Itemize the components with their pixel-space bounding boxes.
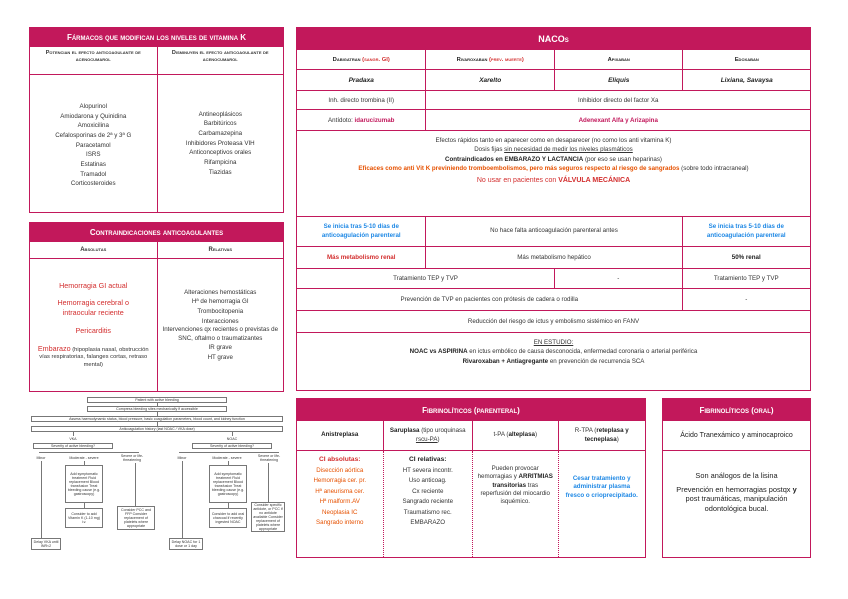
- list-item: Rifampicina: [204, 158, 237, 166]
- flow-node: Add symptomatic treatment Fluid replacement Blood transfusion Treat bleeding cause (e.g. gastroscopy): [65, 465, 103, 503]
- list-item: Alteraciones hemostáticas: [184, 288, 257, 296]
- pregnancy-detail: (hipoplasia nasal, obstrucción vías respiratorias, falanges cortas, retraso mental): [39, 346, 149, 368]
- flow-node: Minor: [31, 455, 51, 461]
- tep-treatment: Tratamiento TEP y TVP: [393, 275, 458, 282]
- oral-line: Son análogos de la lisina: [695, 471, 778, 480]
- flow-node: Severe or life-threatening: [254, 453, 284, 463]
- metabolism-xa: Más metabolismo hepático: [425, 247, 681, 269]
- list-item: Anticonceptivos orales: [189, 149, 252, 157]
- list-item: Carbamazepina: [198, 130, 243, 138]
- ictus-reduction: Reducción del riesgo de ictus y embolismo sistémico en FANV: [297, 311, 810, 333]
- flow-node: Severe or life-threatening: [117, 453, 147, 463]
- flow-node: Minor: [172, 455, 192, 461]
- list-item: Traumatismo rec.: [403, 508, 452, 516]
- edoxaban-header: Edoxaban: [682, 50, 810, 70]
- ci-absolute-title: CI absolutas:: [319, 456, 361, 463]
- fibrinolytics-parenteral-box: [296, 398, 646, 558]
- flow-node-vka: VKA: [63, 436, 83, 442]
- contraindications-box: [29, 222, 284, 392]
- tep-apixaban: -: [554, 269, 682, 289]
- tpa-notes: Pueden provocar hemorragias y ARRITMIAS transitorias tras reperfusión del miocardio isquémico.: [472, 451, 558, 557]
- dabigatran-header: Dabigatran (sangr. GI): [332, 57, 390, 63]
- list-item: HT grave: [207, 353, 233, 361]
- list-item: Tiazidas: [208, 168, 232, 176]
- list-item: Neoplasia IC: [322, 508, 358, 516]
- bleeding-flowchart: [29, 395, 286, 555]
- absolute-list: [30, 259, 157, 391]
- list-item: Uso anticoag.: [408, 477, 447, 485]
- list-item: Inhibidores Proteasa VIH: [185, 139, 255, 147]
- tpa-header: t-PA (alteplasa): [472, 421, 558, 450]
- list-item: Hemorragia cerebral o intraocular reciente: [57, 298, 129, 318]
- flow-node: Assess haemodynamic status, blood pressure, basic coagulation parameters, blood count, and kidney function: [31, 416, 283, 422]
- mechanism-xa: Inhibidor directo del factor Xa: [425, 91, 810, 110]
- rtpa-notes: Cesar tratamiento y administrar plasma fresco o crioprecipitado.: [558, 451, 645, 557]
- list-item: Barbitúricos: [203, 120, 237, 128]
- vitamin-k-title: Fármacos que modifican los niveles de vitamina K: [30, 28, 283, 47]
- oral-description: [663, 451, 810, 514]
- brand-name: Xarelto: [425, 70, 554, 91]
- flow-node-noac: NOAC: [222, 436, 242, 442]
- ci-relative-title: CI relativas:: [409, 456, 447, 463]
- brand-name: Eliquis: [554, 70, 683, 91]
- list-item: Hemorragia cer. pr.: [313, 477, 367, 485]
- start-edoxaban: Se inicia tras 5-10 días de anticoagulación parenteral: [682, 217, 811, 246]
- list-item: Intervenciones qx recientes o previstas de SNC, oftalmo o traumatizantes: [162, 326, 279, 342]
- flow-node: Consider to add Vitamin K (1-10 mg) i.v.: [65, 508, 103, 528]
- oral-line: Prevención en hemorragias postqx y post traumáticas, manipulación odontológica bucal.: [676, 484, 797, 513]
- flow-node: Anticoagulation history (last NOAC / VKA dose): [31, 426, 283, 432]
- nacos-box: [296, 27, 811, 391]
- metabolism-edoxaban: 50% renal: [682, 247, 811, 269]
- metabolism-dabigatran: Más metabolismo renal: [327, 254, 396, 261]
- flow-node: Add symptomatic treatment Fluid replacement Blood transfusion Treat bleeding cause (e.g. gastroscopy): [209, 465, 247, 503]
- relative-list: [157, 259, 284, 391]
- rtpa-header: R-TPA (reteplasa y tecneplasa): [558, 421, 645, 450]
- decrease-header: Disminuyen el efecto anticoagulante de acenocumarol: [157, 47, 284, 74]
- study-line: NOAC vs ASPIRINA en ictus embólico de causa desconocida, enfermedad coronaria o arterial periférica: [409, 348, 698, 356]
- list-item: Sangrado reciente: [402, 498, 454, 506]
- flow-node: Severity of active bleeding?: [33, 443, 113, 449]
- list-item: Amiodarona y Quinidina: [60, 112, 127, 120]
- list-item: HT severa incontr.: [402, 466, 453, 474]
- contraindications-title: Contraindicaciones anticoagulantes: [30, 223, 283, 242]
- list-item: Hª aneurisma cer.: [315, 487, 365, 495]
- list-item: Hemorragia GI actual: [59, 280, 128, 290]
- effects-line: Eficaces como anti Vit K previniendo tromboembolismos, pero más seguros respecto al riesgo de sangrados (sobre todo intracraneal): [358, 164, 749, 172]
- study-line: Rivaroxaban + Antiagregante en prevención de recurrencia SCA: [462, 357, 645, 365]
- flow-node: Patient with active bleeding: [87, 397, 227, 403]
- brand-name: Pradaxa: [348, 77, 374, 84]
- list-item: Alopurinol: [79, 103, 108, 111]
- relative-header: Relativas: [157, 242, 284, 258]
- list-item: Cefalosporinas de 2ª y 3ª G: [55, 132, 132, 140]
- nacos-effects: [297, 131, 810, 217]
- flow-node: Severity of active bleeding?: [192, 443, 272, 449]
- decrease-list: [157, 75, 284, 212]
- flow-node: Consider to add oral charcoal if recently ingested NOAC: [209, 508, 247, 528]
- apixaban-header: Apixaban: [554, 50, 683, 70]
- saruplasa-header: Saruplasa (tipo uroquinasa rscu-PA): [383, 421, 472, 450]
- absolute-header: Absolutas: [80, 247, 107, 253]
- fibrinolytics-oral-box: [662, 398, 811, 558]
- list-item: EMBARAZO: [410, 519, 446, 527]
- start-xa: No hace falta anticoagulación parenteral antes: [425, 217, 681, 246]
- flow-node: Moderate - severe: [64, 455, 104, 461]
- brand-name: Lixiana, Savaysa: [682, 70, 810, 91]
- flow-node: Delay VKA until INR<2: [31, 538, 61, 550]
- study-heading: EN ESTUDIO:: [533, 339, 574, 346]
- pregnancy-label: Embarazo: [37, 343, 71, 353]
- effects-line: Contraindicados en EMBARAZO Y LACTANCIA (por eso se usan heparinas): [445, 155, 662, 163]
- tep-edoxaban: Tratamiento TEP y TVP: [682, 269, 810, 289]
- effects-line: Dosis fijas sin necesidad de medir los niveles plasmáticos: [474, 146, 633, 154]
- anistreplasa-header: Anistreplasa: [321, 431, 359, 439]
- potentiate-list: [30, 75, 157, 212]
- list-item: Corticosteroides: [70, 180, 116, 188]
- fibrinolytics-oral-title: Fibrinolíticos (oral): [663, 399, 810, 421]
- list-item: Antineoplásicos: [198, 110, 242, 118]
- study-section: [297, 333, 810, 366]
- ci-absolute-list: [297, 451, 383, 557]
- list-item: ISRS: [86, 151, 101, 159]
- oral-drug-name: Ácido Tranexámico y aminocaproico: [663, 421, 810, 451]
- flow-node: Delay NOAC for 1 dose or 1 day: [169, 538, 203, 550]
- list-item: Cx reciente: [412, 487, 444, 495]
- pregnancy-item: [34, 344, 153, 370]
- list-item: Sangrado interno: [316, 519, 364, 527]
- vitamin-k-box: [29, 27, 284, 213]
- effects-line: No usar en pacientes con VÁLVULA MECÁNICA: [476, 177, 631, 185]
- list-item: Hª malform.AV: [319, 498, 360, 506]
- list-item: Disección aórtica: [316, 466, 364, 474]
- antidote-dabigatran: Antídoto: idarucizumab: [328, 117, 395, 124]
- tvp-prevention: Prevención de TVP en pacientes con prótesis de cadera o rodilla: [400, 296, 579, 303]
- mechanism-dabigatran: Inh. directo trombina (II): [328, 97, 395, 104]
- list-item: Amoxicilina: [77, 122, 109, 130]
- list-item: Hª de hemorragia GI: [191, 298, 249, 306]
- list-item: Interacciones: [201, 317, 239, 325]
- flow-node: Compress bleeding sites mechanically if accessible: [87, 406, 227, 412]
- start-dabigatran: Se inicia tras 5-10 días de anticoagulación parenteral: [321, 223, 401, 239]
- list-item: IR grave: [208, 343, 232, 351]
- ci-relative-list: [383, 451, 472, 557]
- nacos-title: NACOs: [297, 28, 810, 50]
- tvp-edoxaban: -: [682, 289, 811, 311]
- list-item: Paracetamol: [75, 141, 111, 149]
- rivaroxaban-header: Rivaroxaban (prev. muerte): [425, 50, 554, 70]
- list-item: Tramadol: [80, 170, 107, 178]
- effects-line: Efectos rápidos tanto en aparecer como en desaparecer (no como los anti vitamina K): [435, 137, 672, 144]
- antidote-xa: Adenexant Alfa y Arizapina: [425, 110, 810, 131]
- flow-node: Consider specific antidote, or PCC if no antidote available Consider replacement of platelets where appropriate: [251, 502, 285, 532]
- flow-node: Consider PCC and FFP Consider replacement of platelets where appropriate: [117, 506, 155, 530]
- list-item: Pericarditis: [75, 325, 112, 335]
- potentiate-header: Potencian el efecto anticoagulante de acenocumarol: [45, 50, 141, 63]
- flow-node: Moderate - severe: [207, 455, 247, 461]
- list-item: Trombocitopenia: [197, 308, 244, 316]
- fibrinolytics-parenteral-title: Fibrinolíticos (parenteral): [297, 399, 645, 421]
- list-item: Estatinas: [80, 160, 106, 168]
